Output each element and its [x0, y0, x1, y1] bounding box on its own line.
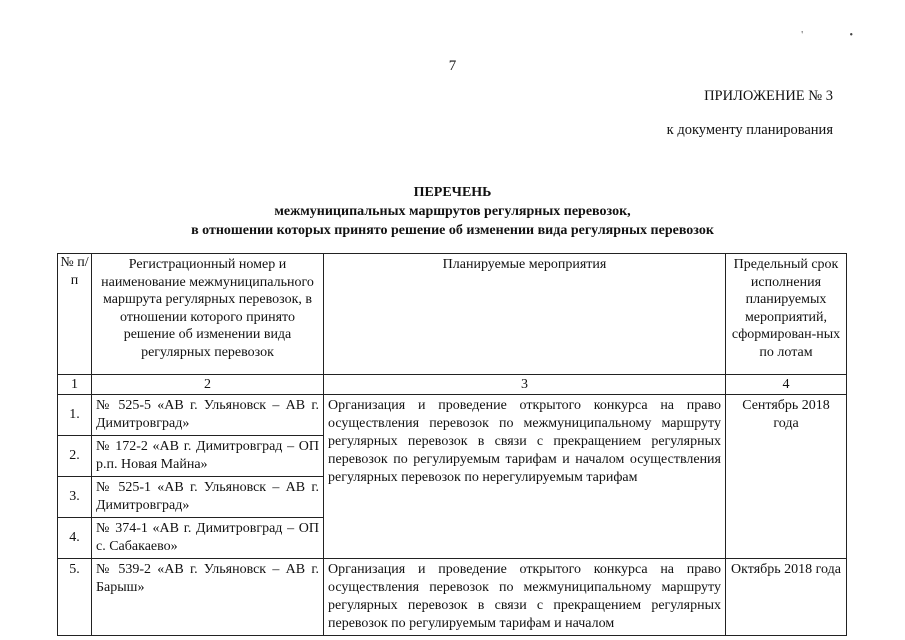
heading-line-1: ПЕРЕЧЕНЬ [413, 185, 492, 200]
route-name: № 525-5 «АВ г. Ульяновск – АВ г. Димитровград» [92, 395, 324, 436]
activity-cell: Организация и проведение открытого конкурса на право осуществления перевозок по межмуниципальному маршруту регулярных перевозок в связи с прекращением регулярных перевозок по регулируемым тарифам и началом [324, 559, 726, 636]
table-index-row [58, 375, 847, 395]
deadline-cell: Октябрь 2018 года [726, 559, 847, 636]
index-cell: 2 [92, 375, 324, 395]
header-number: № п/п [58, 254, 92, 375]
header-route: Регистрационный номер и наименование межмуниципального маршрута регулярных перевозок, в отношении которого принято решение об изменении вида регулярных перевозок [92, 254, 324, 375]
appendix-subtitle: к документу планирования [666, 122, 833, 138]
row-number: 3. [58, 477, 92, 518]
table-header-row [58, 254, 847, 375]
header-activities: Планируемые мероприятия [324, 254, 726, 375]
index-cell: 1 [58, 375, 92, 395]
index-cell: 3 [324, 375, 726, 395]
index-cell: 4 [726, 375, 847, 395]
table-row [58, 395, 847, 436]
route-name: № 172-2 «АВ г. Димитровград – ОП р.п. Новая Майна» [92, 436, 324, 477]
heading-line-3: в отношении которых принято решение об изменении вида регулярных перевозок [191, 223, 714, 238]
row-number: 4. [58, 518, 92, 559]
activity-cell: Организация и проведение открытого конкурса на право осуществления перевозок по межмуниципальному маршруту регулярных перевозок в связи с прекращением регулярных перевозок по регулируемым тарифам и началом осуществления регулярных перевозок по нерегулируемым тарифам [324, 395, 726, 559]
route-name: № 374-1 «АВ г. Димитровград – ОП с. Сабакаево» [92, 518, 324, 559]
route-name: № 525-1 «АВ г. Ульяновск – АВ г. Димитровград» [92, 477, 324, 518]
document-heading [0, 183, 905, 240]
row-number: 2. [58, 436, 92, 477]
route-name: № 539-2 «АВ г. Ульяновск – АВ г. Барыш» [92, 559, 324, 636]
appendix-title: ПРИЛОЖЕНИЕ № 3 [704, 88, 833, 104]
deadline-cell: Сентябрь 2018 года [726, 395, 847, 559]
heading-line-2: межмуниципальных маршрутов регулярных перевозок, [274, 204, 631, 219]
scan-marks: ' • [801, 30, 875, 41]
routes-table [57, 253, 847, 636]
row-number: 5. [58, 559, 92, 636]
row-number: 1. [58, 395, 92, 436]
page-number: 7 [448, 58, 457, 74]
table-row [58, 559, 847, 636]
header-deadline: Предельный срок исполнения планируемых мероприятий, сформирован-ных по лотам [726, 254, 847, 375]
